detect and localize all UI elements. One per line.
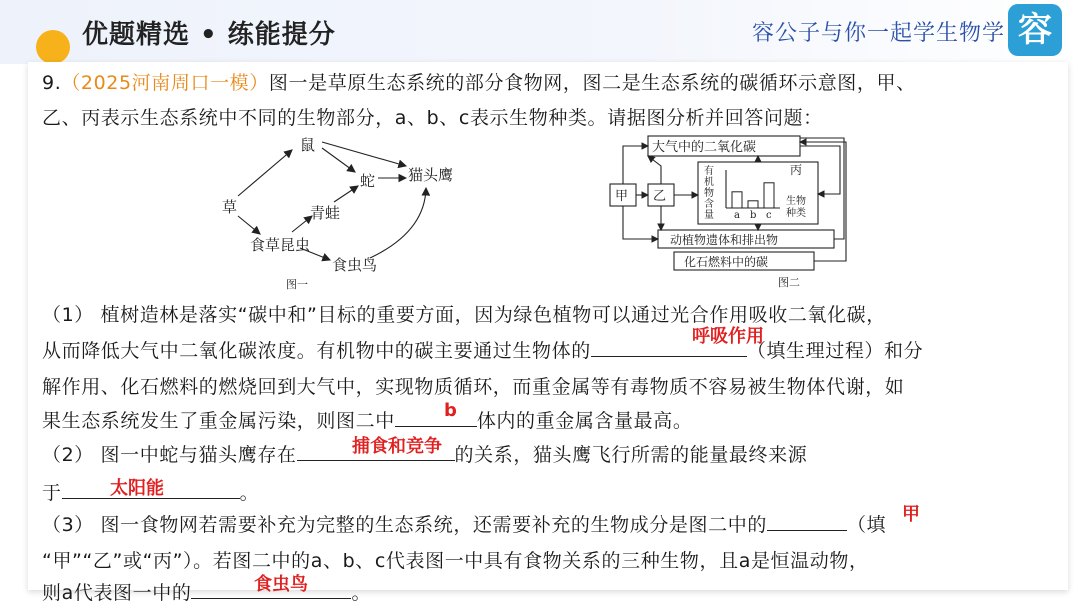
- label-fossil: 化石燃料中的碳: [684, 255, 769, 269]
- bar-series: [732, 183, 774, 221]
- answer-2: b: [444, 400, 457, 421]
- label-jia: 甲: [615, 189, 629, 204]
- node-mouse: 鼠: [300, 136, 316, 154]
- part1-line-2: [42, 336, 923, 363]
- label-atmosphere: 大气中的二氧化碳: [652, 140, 757, 155]
- figure1-caption: 图一: [286, 278, 308, 291]
- label-remains: 动植物遗体和排出物: [670, 233, 779, 247]
- label-bing: 丙: [790, 163, 803, 177]
- bar-label-b: b: [750, 210, 757, 221]
- part3-text-3b: 。: [351, 582, 372, 604]
- header-bar: [0, 0, 1080, 64]
- blank-2[interactable]: [395, 408, 477, 427]
- brand-logo: 容: [1008, 4, 1062, 56]
- answer-4: 太阳能: [110, 478, 164, 499]
- part1-text-4a: 果生态系统发生了重金属污染，则图二中: [42, 410, 395, 432]
- part3-text-3a: 则a代表图一中的: [42, 582, 192, 604]
- part3-text-1a: （3） 图一食物网若需要补充为完整的生态系统，还需要补充的生物成分是图二中的: [42, 514, 767, 536]
- part1-line-1: （1） 植树造林是落实“碳中和”目标的重要方面，因为绿色植物可以通过光合作用吸收二氧化碳，: [42, 304, 886, 326]
- part2-text-1a: （2） 图一中蛇与猫头鹰存在: [42, 444, 297, 466]
- node-frog: 青蛙: [310, 204, 341, 222]
- node-snake: 蛇: [360, 172, 376, 190]
- node-owl: 猫头鹰: [408, 166, 454, 184]
- node-bird: 食虫鸟: [332, 256, 378, 274]
- answer-3: 捕食和竞争: [352, 436, 442, 457]
- page-title: 优题精选 • 练能提分: [82, 20, 336, 50]
- part1-line-3: 解作用、化石燃料的燃烧回到大气中，实现物质循环，而重金属等有毒物质不容易被生物体代谢，如: [42, 376, 905, 398]
- bar-label-a: a: [734, 210, 740, 221]
- question-stem-line-1: [42, 68, 916, 95]
- arrow-mouse-snake: [322, 148, 355, 172]
- answer-5: 甲: [902, 504, 920, 525]
- arrow-bird-owl: [370, 188, 426, 258]
- figure-carbon-cycle: [608, 134, 848, 292]
- label-y-axis: 有机物含量: [704, 166, 714, 221]
- figure-food-web: [210, 132, 480, 292]
- label-yi: 乙: [653, 189, 667, 204]
- question-source: （2025河南周口一模）: [61, 72, 269, 94]
- question-number: 9.: [42, 72, 62, 94]
- part3-line-2: “甲”“乙”或“丙”）。若图二中的a、b、c代表图一中具有食物关系的三种生物，且a是恒温动物，: [42, 550, 869, 572]
- arrow-grass-insect: [238, 216, 260, 234]
- stem-text-1: 图一是草原生态系统的部分食物网，图二是生态系统的碳循环示意图，甲、: [268, 72, 916, 94]
- bar-label-c: c: [766, 210, 772, 221]
- arrow-grass-mouse: [238, 150, 292, 196]
- answer-6: 食虫鸟: [254, 574, 308, 595]
- bar-a: [732, 192, 742, 208]
- arrow-mouse-owl: [322, 142, 406, 166]
- decorative-dot: [36, 30, 70, 64]
- question-stem-line-2: 乙、丙表示生态系统中不同的生物部分，a、b、c表示生物种类。请据图分析并回答问题：: [42, 107, 823, 129]
- bar-b: [748, 201, 758, 208]
- part3-line-3: [42, 578, 371, 605]
- arrow-insect-frog: [292, 216, 312, 232]
- node-insect: 食草昆虫: [250, 236, 311, 254]
- part1-text-2a: 从而降低大气中二氧化碳浓度。有机物中的碳主要通过生物体的: [42, 340, 591, 362]
- part3-line-1: [42, 510, 886, 537]
- part2-text-2a: 于: [42, 482, 62, 504]
- node-grass: 草: [222, 198, 238, 216]
- bar-c: [764, 183, 774, 208]
- answer-1: 呼吸作用: [692, 326, 764, 347]
- part3-text-1b: （填: [846, 514, 887, 536]
- arrow-frog-snake: [334, 186, 358, 202]
- part1-text-4b: 体内的重金属含量最高。: [476, 410, 693, 432]
- part1-line-4: [42, 406, 692, 433]
- figure2-caption: 图二: [778, 276, 800, 289]
- blank-5[interactable]: [767, 512, 847, 531]
- part1-text-2b: （填生理过程）和分: [746, 340, 924, 362]
- part2-text-2b: 。: [239, 482, 260, 504]
- label-x-axis: 生物种类: [786, 196, 806, 219]
- brand-slogan: 容公子与你一起学生物学: [752, 21, 1006, 46]
- part2-text-1b: 的关系，猫头鹰飞行所需的能量最终来源: [454, 444, 808, 466]
